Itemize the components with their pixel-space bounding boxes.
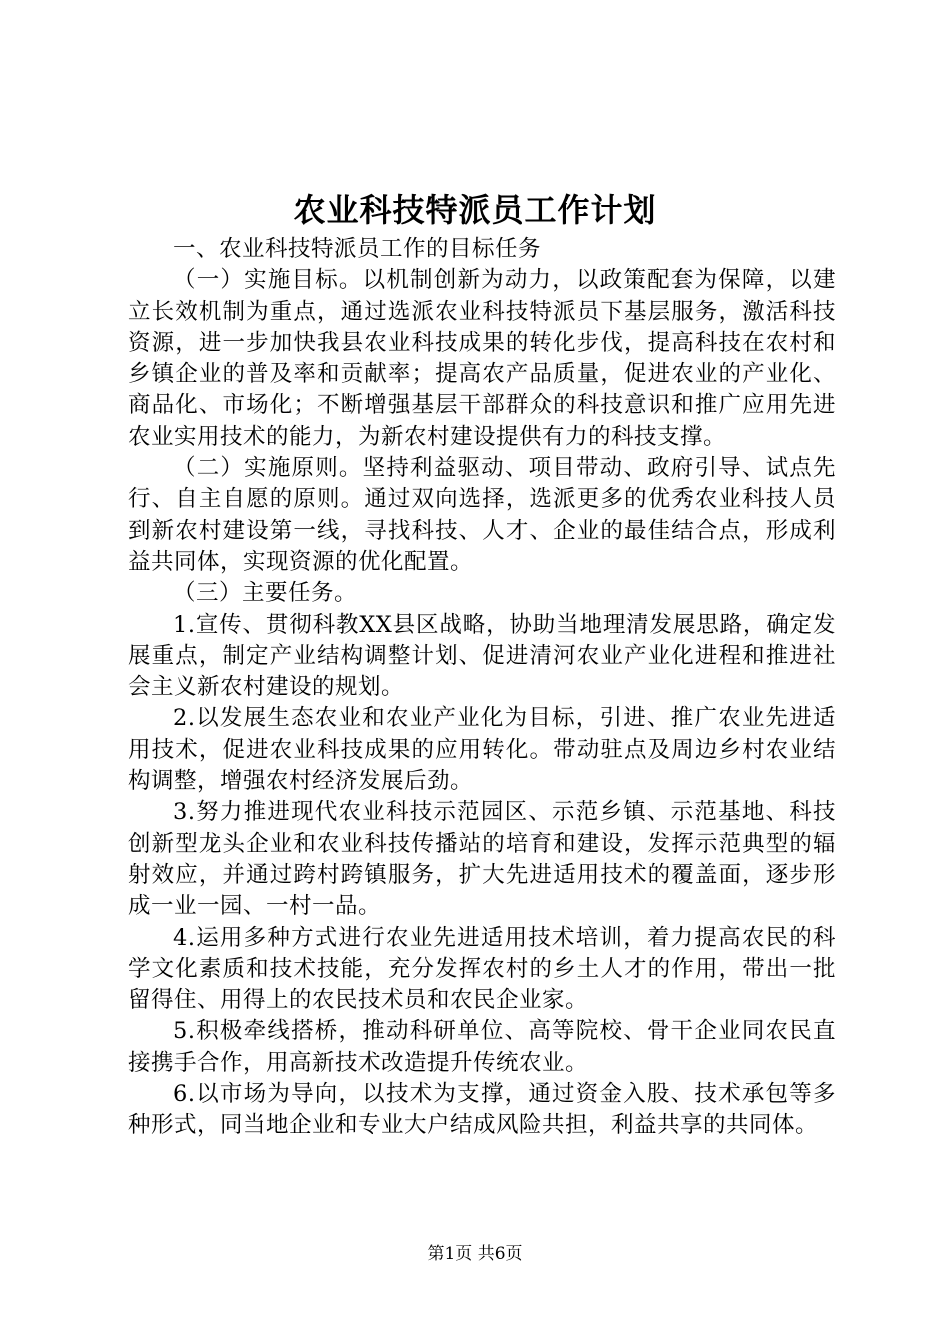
page-number: 第1页 共6页 <box>427 1244 523 1264</box>
paragraph: （一）实施目标。以机制创新为动力，以政策配套为保障，以建立长效机制为重点，通过选派农业科技特派员下基层服务，激活科技资源，进一步加快我县农业科技成果的转化步伐，提高科技在农村和乡镇企业的普及率和贡献率；提高农产品质量，促进农业的产业化、商品化、市场化；不断增强基层干部群众的科技意识和推广应用先进农业实用技术的能力，为新农村建设提供有力的科技支撑。 <box>128 267 836 450</box>
document-title: 农业科技特派员工作计划 <box>293 191 657 229</box>
list-item: 5.积极牵线搭桥，推动科研单位、高等院校、骨干企业同农民直接携手合作，用高新技术改造提升传统农业。 <box>128 1018 836 1076</box>
list-item: 1.宣传、贯彻科教XX县区战略，协助当地理清发展思路，确定发展重点，制定产业结构调整计划、促进清河农业产业化进程和推进社会主义新农村建设的规划。 <box>128 611 836 701</box>
list-item: 6.以市场为导向，以技术为支撑，通过资金入股、技术承包等多种形式，同当地企业和专业大户结成风险共担，利益共享的共同体。 <box>128 1081 836 1139</box>
section-heading: 一、农业科技特派员工作的目标任务 <box>173 236 542 262</box>
list-item: 4.运用多种方式进行农业先进适用技术培训，着力提高农民的科学文化素质和技术技能，充分发挥农村的乡土人才的作用，带出一批留得住、用得上的农民技术员和农民企业家。 <box>128 924 836 1014</box>
paragraph: （二）实施原则。坚持利益驱动、项目带动、政府引导、试点先行、自主自愿的原则。通过双向选择，选派更多的优秀农业科技人员到新农村建设第一线，寻找科技、人才、企业的最佳结合点，形成利益共同体，实现资源的优化配置。 <box>128 455 836 575</box>
list-item: 2.以发展生态农业和农业产业化为目标，引进、推广农业先进适用技术，促进农业科技成果的应用转化。带动驻点及周边乡村农业结构调整，增强农村经济发展后劲。 <box>128 705 836 795</box>
paragraph: （三）主要任务。 <box>173 580 358 607</box>
list-item: 3.努力推进现代农业科技示范园区、示范乡镇、示范基地、科技创新型龙头企业和农业科技传播站的培育和建设，发挥示范典型的辐射效应，并通过跨村跨镇服务，扩大先进适用技术的覆盖面，逐步形成一业一园、一村一品。 <box>128 799 836 920</box>
document-body <box>128 234 836 1142</box>
